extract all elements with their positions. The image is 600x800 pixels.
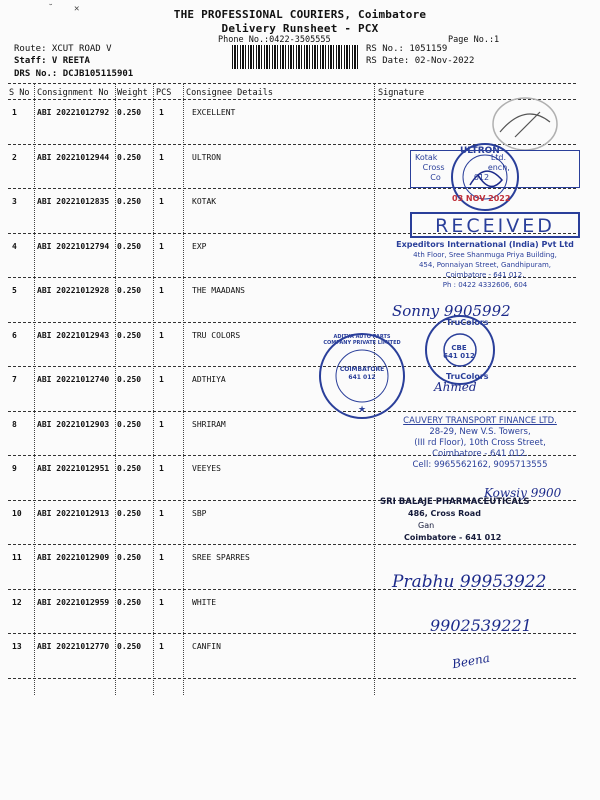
col-divider: [183, 83, 184, 695]
signature-handwriting: Ahmed: [434, 380, 477, 394]
kotak-stamp-line: Co: [430, 173, 441, 182]
cauvery-stamp-line: Coimbatore - 641 012.: [432, 449, 528, 459]
row-consignee: EXP: [192, 241, 207, 251]
row-weight: 0.250: [117, 330, 142, 340]
col-header-pcs: PCS: [156, 88, 172, 98]
expeditors-stamp-line: 4th Floor, Sree Shanmuga Priya Building,: [413, 251, 557, 259]
row-pcs: 1: [159, 286, 164, 295]
col-header-weight: Weight: [117, 88, 148, 98]
row-consignment-no: ABI 20221012959: [37, 597, 110, 607]
cauvery-stamp-line: (III rd Floor), 10th Cross Street,: [414, 438, 546, 448]
signature-handwriting: Beena: [451, 650, 491, 672]
row-consignment-no: ABI 20221012928: [37, 286, 110, 295]
row-consignment-no: ABI 20221012951: [37, 464, 110, 473]
row-sno: 2: [12, 152, 17, 162]
cauvery-stamp: [382, 416, 578, 471]
barcode: [232, 45, 360, 69]
col-header-consignee: Consignee Details: [186, 88, 273, 98]
row-weight: 0.250: [117, 108, 142, 117]
row-sno: 7: [12, 375, 17, 384]
signature-handwriting: 9902539221: [430, 616, 532, 635]
row-weight: 0.250: [117, 241, 142, 251]
balaje-stamp-line: Gan: [418, 521, 435, 530]
row-weight: 0.250: [117, 375, 142, 384]
expeditors-stamp-line: 454, Ponnaiyan Street, Gandhipuram,: [418, 261, 552, 269]
balaje-stamp-line: SRI BALAJE PHARMACEUTICALS: [380, 497, 530, 507]
signature-handwriting: Kowsiy 9900: [484, 486, 562, 500]
row-pcs: 1: [159, 642, 164, 651]
row-consignee: KOTAK: [192, 197, 217, 206]
row-consignee: ULTRON: [192, 152, 221, 162]
page-number: Page No.:1: [448, 35, 500, 45]
row-sno: 6: [12, 330, 17, 340]
ultron-stamp-date: 03 NOV 2022: [452, 194, 511, 203]
cauvery-stamp-line: CAUVERY TRANSPORT FINANCE LTD.: [403, 416, 557, 426]
row-weight: 0.250: [117, 642, 142, 651]
rs-number: RS No.: 1051159: [366, 44, 448, 54]
row-consignee: TRU COLORS: [192, 330, 241, 340]
kotak-stamp-line: 012: [473, 173, 490, 182]
received-stamp: RECEIVED: [410, 212, 580, 238]
row-sno: 1: [12, 108, 17, 117]
row-consignment-no: ABI 20221012770: [37, 642, 110, 651]
trucolors-stamp-center: CBE 641 012: [443, 344, 475, 360]
row-consignment-no: ABI 20221012740: [37, 375, 110, 384]
adithya-stamp-ring-text: ADITYA AUTO PARTS COMPANY PRIVATE LIMITED: [323, 334, 401, 346]
row-pcs: 1: [159, 108, 164, 117]
row-consignee: EXCELLENT: [192, 108, 236, 117]
row-weight: 0.250: [117, 152, 142, 162]
expeditors-stamp: [390, 240, 580, 290]
trucolors-stamp-bottom: TruColors: [446, 372, 489, 381]
row-pcs: 1: [159, 241, 164, 251]
kotak-stamp-line: ench,: [487, 163, 510, 172]
adithya-stamp-center: COIMBATORE 641 012: [339, 366, 385, 381]
col-divider: [115, 83, 116, 695]
row-consignee: CANFIN: [192, 642, 221, 651]
row-weight: 0.250: [117, 464, 142, 473]
scan-mark: ✕: [74, 4, 80, 14]
row-consignment-no: ABI 20221012943: [37, 330, 110, 340]
row-consignment-no: ABI 20221012903: [37, 419, 110, 429]
row-weight: 0.250: [117, 286, 142, 295]
signature-handwriting: Sonny 9905992: [392, 302, 511, 320]
row-separator: [8, 678, 576, 679]
row-consignment-no: ABI 20221012909: [37, 553, 110, 562]
row-pcs: 1: [159, 508, 164, 518]
col-divider: [153, 83, 154, 695]
row-separator: [8, 544, 576, 545]
row-sno: 5: [12, 286, 17, 295]
row-consignment-no: ABI 20221012794: [37, 241, 110, 251]
row-weight: 0.250: [117, 597, 142, 607]
row-pcs: 1: [159, 152, 164, 162]
trucolors-stamp-top: TruColors: [446, 318, 489, 327]
table-top-rule: [8, 83, 576, 84]
col-divider: [34, 83, 35, 695]
row-sno: 8: [12, 419, 17, 429]
row-pcs: 1: [159, 597, 164, 607]
balaje-stamp-line: Coimbatore - 641 012: [404, 533, 502, 542]
row-pcs: 1: [159, 553, 164, 562]
row-pcs: 1: [159, 464, 164, 473]
row-sno: 9: [12, 464, 17, 473]
staff: Staff: V REETA: [14, 56, 90, 66]
balaje-stamp: [380, 496, 580, 544]
row-consignment-no: ABI 20221012835: [37, 197, 110, 206]
row-sno: 3: [12, 197, 17, 206]
drs-number: DRS No.: DCJB105115901: [14, 69, 134, 79]
row-consignee: SREE SPARRES: [192, 553, 250, 562]
company-title: THE PROFESSIONAL COURIERS, Coimbatore: [173, 8, 427, 21]
row-pcs: 1: [159, 375, 164, 384]
col-header-signature: Signature: [378, 88, 425, 98]
row-sno: 11: [12, 553, 22, 562]
kotak-stamp-line: Ltd.: [490, 153, 507, 162]
scan-mark: ˘: [48, 4, 54, 14]
row-sno: 4: [12, 241, 17, 251]
phone-number: Phone No.:0422-3505555: [218, 35, 331, 45]
expeditors-stamp-line: Expeditors International (India) Pvt Ltd: [396, 240, 574, 249]
route: Route: XCUT ROAD V: [14, 44, 112, 54]
row-consignee: VEEYES: [192, 464, 221, 473]
row-weight: 0.250: [117, 197, 142, 206]
row-pcs: 1: [159, 419, 164, 429]
row-weight: 0.250: [117, 508, 142, 518]
col-header-sno: S No: [9, 88, 30, 98]
balaje-stamp-line: 486, Cross Road: [408, 509, 481, 518]
row-consignment-no: ABI 20221012944: [37, 152, 110, 162]
expeditors-stamp-line: Ph : 0422 4332606, 604: [442, 281, 528, 289]
row-weight: 0.250: [117, 419, 142, 429]
row-separator: [8, 411, 576, 412]
row-sno: 12: [12, 597, 22, 607]
rs-date: RS Date: 02-Nov-2022: [366, 56, 475, 66]
row-consignee: THE MAADANS: [192, 286, 245, 295]
row-pcs: 1: [159, 197, 164, 206]
row-consignment-no: ABI 20221012913: [37, 508, 110, 518]
row-consignee: ADTHIYA: [192, 375, 226, 384]
cauvery-stamp-line: 28-29, New V.S. Towers,: [429, 427, 531, 437]
runsheet-subtitle: Delivery Runsheet - PCX: [221, 22, 379, 35]
row-pcs: 1: [159, 330, 164, 340]
col-header-consignment: Consignment No: [37, 88, 109, 98]
kotak-stamp-line: Cross: [422, 163, 445, 172]
row-sno: 13: [12, 642, 22, 651]
svg-text:★: ★: [357, 405, 367, 415]
kotak-stamp-line: Kotak: [415, 153, 438, 162]
row-consignee: SHRIRAM: [192, 419, 226, 429]
row-sno: 10: [12, 508, 22, 518]
expeditors-stamp-line: Coimbatore - 641 012.: [445, 271, 525, 279]
row-weight: 0.250: [117, 553, 142, 562]
signature-handwriting: Prabhu 99953922: [392, 572, 547, 592]
ultron-stamp-ring-text: ULTRON: [460, 146, 500, 156]
cauvery-stamp-line: Cell: 9965562162, 9095713555: [412, 460, 548, 470]
row-consignee: SBP: [192, 508, 207, 518]
row-consignee: WHITE: [192, 597, 217, 607]
row-consignment-no: ABI 20221012792: [37, 108, 110, 117]
